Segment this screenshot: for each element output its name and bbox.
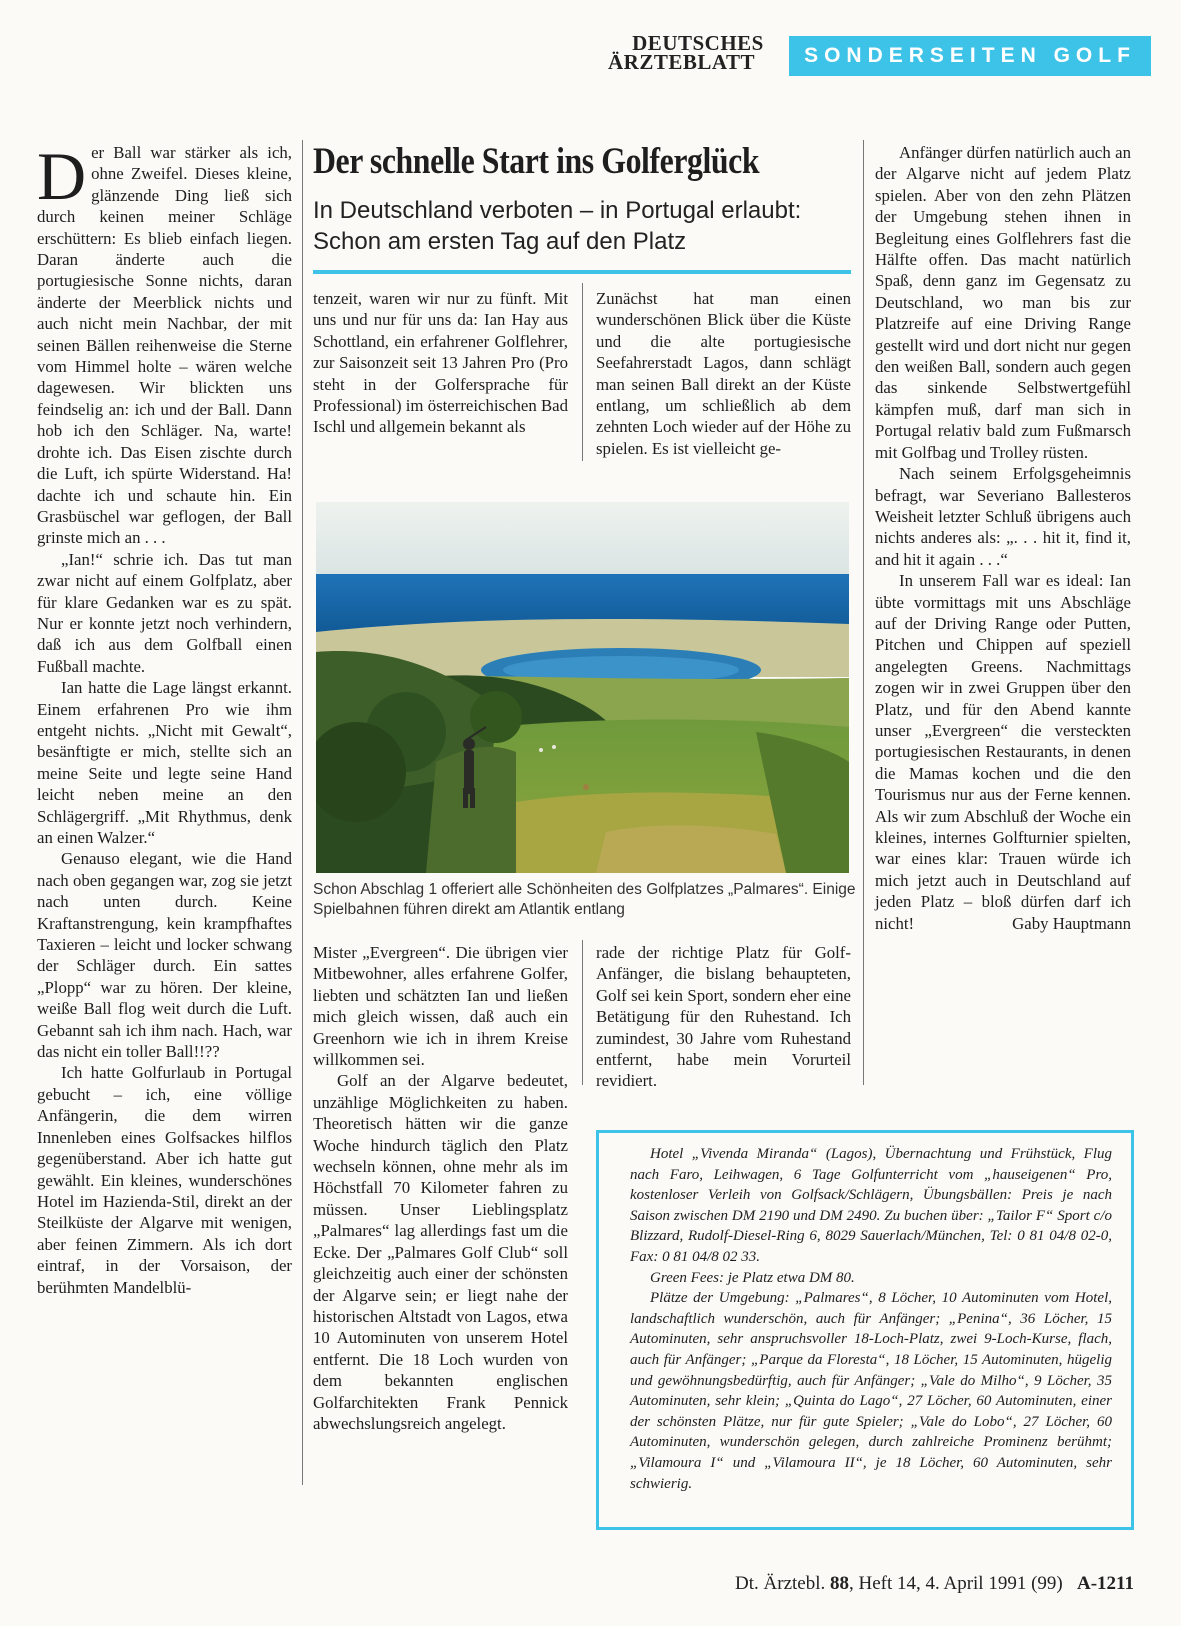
paragraph: Mister „Evergreen“. Die übrigen vier Mitbewohner, alles erfahrene Golfer, liebten und schätzten Ian und ließen mich gleich wissen, daß auch ein Greenhorn wie ich in ihrem Kreise willkommen sei. (313, 943, 568, 1070)
paragraph-text: er Ball war stärker als ich, ohne Zweifel. Dieses kleine, glänzende Ding ließ sich durch keinen meiner Schläge erschüttern: Es blieb einfach liegen. Daran änderte auch die portugiesische Sonne nichts, daran änderte der Meerblick nichts und auch nicht mein Nachbar, der mit seinen Bällen reihenweise die Sterne vom Himmel holte – wären welche dagewesen. Wir blickten uns feindselig an: ich und der Ball. Dann hob ich den Schläger. Na, warte! drohte ich. Das Eisen zischte durch die Luft, ich spürte Widerstand. Ha! dachte ich und schaute hin. Ein Grasbüschel war geflogen, der Ball grinste mich an . . . (37, 143, 292, 548)
subtitle-line-2: Schon am ersten Tag auf den Platz (313, 228, 687, 255)
paragraph (37, 138, 292, 549)
footer-journal: Dt. Ärztebl. (735, 1573, 826, 1594)
subtitle-line-1: In Deutschland verboten – in Portugal erlaubt: (313, 197, 802, 224)
footer-issue: , Heft 14, 4. April 1991 (99) (849, 1573, 1063, 1594)
section-banner: SONDERSEITEN GOLF (789, 36, 1151, 76)
photo-caption: Schon Abschlag 1 offeriert alle Schönheiten des Golfplatzes „Palmares“. Einige Spielbahnen führen direkt am Atlantik entlang (313, 881, 856, 918)
column-divider (302, 140, 303, 1485)
article-column-2-top (313, 288, 568, 438)
photo-illustration (316, 502, 849, 873)
page-footer (654, 1573, 1134, 1595)
info-paragraph: Plätze der Umgebung: „Palmares“, 8 Löcher, 10 Autominuten vom Hotel, landschaftlich wunderschön, auch für Anfänger; „Penina“, 36 Löcher, 15 Autominuten, sehr anspruchsvoller 18-Loch-Platz, zwei 9-Loch-Kurse, flach, auch für Anfänger; „Parque da Floresta“, 18 Löcher, 15 Autominuten, hügelig und gewöhnungsbedürftig, auch für Anfänger; „Vale do Milho“, 9 Löcher, 35 Autominuten, sehr klein; „Quinta do Lago“, 27 Löcher, 60 Autominuten, einer der schönsten Plätze, nur für gute Spieler; „Vale do Lobo“, 27 Löcher, 60 Autominuten, wunderschön gelegen, durch zahlreiche Prominenz berühmt; „Vilamoura I“ und „Vilamoura II“, je 18 Löcher, 60 Autominuten, sehr schwierig. (630, 1290, 1112, 1492)
paragraph: Ich hatte Golfurlaub in Portugal gebucht – ich, eine völlige Anfängerin, die dem wirren Innenleben eines Golfsackes hilflos gegenüberstand. Aber ich hatte gut gewählt. Ein kleines, wunderschönes Hotel im Hazienda-Stil, direkt an der Steilküste der Algarve mit wenigen, aber feinen Zimmern. Als ich dort eintraf, in der Vorsaison, der berühmten Mandelblü- (37, 1063, 292, 1297)
golf-course-photo (316, 502, 849, 873)
paragraph: rade der richtige Platz für Golf-Anfänger, die bislang behaupteten, Golf sei kein Sport, sondern eher eine Betätigung für den Ruhestand. Ich zumindest, 30 Jahre vom Ruhestand entfernt, habe mein Vorurteil revidiert. (596, 943, 851, 1091)
column-divider (863, 140, 864, 1085)
column-divider (582, 940, 583, 1085)
article-column-3-top (596, 288, 851, 459)
column-divider (582, 283, 583, 461)
title-rule (313, 270, 851, 274)
paragraph: Golf an der Algarve bedeutet, unzählige Möglichkeiten zu haben. Theoretisch hätten wir die ganze Woche hindurch täglich den Platz wechseln können, ohne mehr als im Höchstfall 70 Kilometer fahren zu müssen. Unser Lieblingsplatz „Palmares“ lag allerdings fast um die Ecke. Der „Palmares Golf Club“ soll gleichzeitig auch einer der schönsten der Algarve sein; er liegt nahe der historischen Altstadt von Lagos, etwa 10 Autominuten von unserem Hotel entfernt. Die 18 Loch wurden von dem bekannten englischen Golfarchitekten Frank Pennick abwechslungsreich angelegt. (313, 1071, 568, 1433)
paragraph: Genauso elegant, wie die Hand nach oben gegangen war, zog sie jetzt nach unten durch. Keine Kraftanstrengung, kein krampfhaftes Taxieren – leicht und locker schwang der Schläger durch. Ein sattes „Plopp“ war zu hören. Der kleine, weiße Ball flog weit durch die Luft. Gebannt sah ich ihm nach. Hach, war das nicht ein toller Ball!!?? (37, 849, 292, 1062)
paragraph: Zunächst hat man einen wunderschönen Blick über die Küste und die alte portugiesische Seefahrerstadt Lagos, dann schlägt man seinen Ball direkt an der Küste entlang, um schließlich ab dem zehnten Loch wieder auf der Höhe zu spielen. Es ist vielleicht ge- (596, 289, 851, 458)
article-subtitle (313, 195, 858, 257)
article-column-1 (37, 138, 292, 1298)
paragraph: Nach seinem Erfolgsgeheimnis befragt, war Severiano Ballesteros Weisheit letzter Schluß übrigens auch nichts anderes als: „. . . hit it, find it, and hit it again . . .“ (875, 464, 1131, 569)
article-title: Der schnelle Start ins Golferglück (313, 141, 760, 182)
info-paragraph: Hotel „Vivenda Miranda“ (Lagos), Übernachtung und Frühstück, Flug nach Faro, Leihwagen, 6 Tage Golfunterricht vom „hauseigenen“ Pro, kostenloser Verleih von Golfsack/Schlägern, Übungsbällen: Preis je nach Saison zwischen DM 2190 und DM 2490. Zu buchen über: „Tailor F“ Sport c/o Blizzard, Rudolf-Diesel-Ring 6, 8029 Sauerlach/München, Tel: 0 81 04/8 02-0, Fax: 0 81 04/8 02 33. (630, 1146, 1112, 1265)
article-column-4 (875, 142, 1131, 934)
footer-page-number: A-1211 (1077, 1573, 1134, 1594)
drop-cap: D (37, 138, 87, 214)
paragraph: tenzeit, waren wir nur zu fünft. Mit uns und nur für uns da: Ian Hay aus Schottland, ein erfahrener Golflehrer, zur Saisonzeit seit 13 Jahren Pro (Pro steht in der Golfersprache für Professional) im österreichischen Bad Ischl und allgemein bekannt als (313, 289, 568, 437)
paragraph (875, 570, 1131, 934)
info-paragraph: Green Fees: je Platz etwa DM 80. (650, 1269, 855, 1286)
paragraph-text: In unserem Fall war es ideal: Ian übte vormittags mit uns Abschläge auf der Driving Range oder Putten, Pitchen und Chippen auf speziell angelegten Greens. Nachmittags zogen wir in zwei Gruppen über den Platz, und für den Abend kannte unser „Evergreen“ die versteckten portugiesischen Restaurants, in denen die Mamas kochen und die den Tourismus nur aus der Ferne kennen. Als wir zum Abschluß der Woche ein kleines, internes Golfturnier spielten, war eines klar: Trauen würde ich mich jetzt auch in Deutschland auf jeden Platz – bloß dürfen darf ich nicht! (875, 571, 1131, 933)
footer-volume: 88 (830, 1573, 850, 1594)
paragraph: Ian hatte die Lage längst erkannt. Einem erfahrenen Pro wie ihm entgeht nichts. „Nicht mit Gewalt“, besänftigte er mich, stellte sich an meine Seite und legte seine Hand leicht neben meine an den Schlägergriff. „Mit Rhythmus, denk an einen Walzer.“ (37, 678, 292, 847)
article-column-3-bottom (596, 942, 851, 1092)
info-box-text (630, 1144, 1112, 1494)
paragraph: „Ian!“ schrie ich. Das tut man zwar nicht auf einem Golfplatz, aber für klare Gedanken war es zu spät. Nur er konnte jetzt noch verhindern, daß ich aus dem Golfball einen Fußball machte. (37, 549, 292, 676)
logo-line-1: DEUTSCHES (632, 31, 764, 55)
logo-line-2: ÄRZTEBLATT (608, 50, 755, 74)
article-column-2-bottom (313, 942, 568, 1434)
paragraph: Anfänger dürfen natürlich auch an der Algarve nicht auf jedem Platz spielen. Aber von den zehn Plätzen der Umgebung stehen ihnen in Begleitung eines Golflehrers fast die Hälfte offen. Das macht natürlich Spaß, denn ganz im Gegensatz zu Deutschland, wo man bis zur Platzreife auf eine Driving Range gestellt wird und dort nicht nur gegen den weißen Ball, sondern auch gegen das sinkende Selbstwertgefühl kämpfen muß, darf man sich in Portugal relativ bald zum Fußmarsch mit Golfbag und Trolley rüsten. (875, 143, 1131, 462)
journal-logo (608, 31, 788, 74)
author-name: Gaby Hauptmann (1012, 913, 1131, 933)
